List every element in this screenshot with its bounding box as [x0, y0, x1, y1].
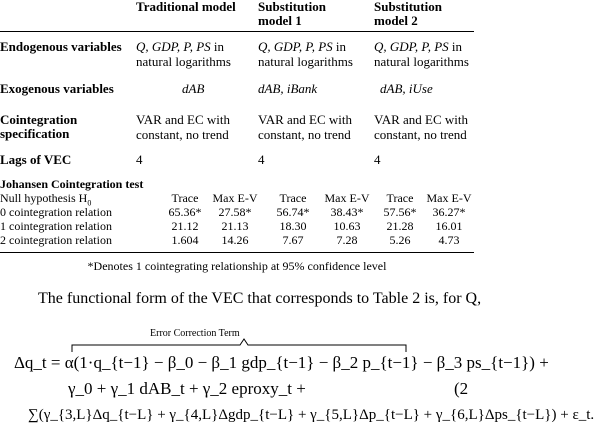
endogenous-sub1-in: in — [332, 39, 347, 54]
johansen-title: Johansen Cointegration test — [0, 177, 144, 191]
johansen-value: 5.26 — [389, 233, 411, 247]
endogenous-traditional-log: natural logarithms — [136, 54, 231, 69]
lags-traditional: 4 — [136, 152, 143, 167]
johansen-value: 27.58* — [218, 205, 252, 219]
equation-line-2-text: γ_0 + γ_1 dAB_t + γ_2 eproxy_t + — [68, 379, 306, 398]
exogenous-sub2: dAB, iUse — [380, 81, 433, 96]
endogenous-sub1-vars: Q, GDP, P, PS — [258, 39, 333, 54]
johansen-row-label: 2 cointegration relation — [0, 233, 112, 247]
coint-traditional-line2: constant, no trend — [136, 127, 229, 142]
overbrace-label: Error Correction Term — [150, 328, 240, 339]
col-header-substitution-1-line2: model 1 — [258, 13, 302, 28]
coint-sub2-line2: constant, no trend — [374, 127, 467, 142]
johansen-row-label: 1 cointegration relation — [0, 219, 112, 233]
col-header-substitution-1-line1: Substitution — [258, 0, 326, 14]
equation-line-3-text: ∑(γ_{3,L}Δq_{t−L} + γ_{4,L}Δgdp_{t−L} + γ_{5,L}Δp_{t−L} + γ_{6,L}Δps_{t−L}) + ε_t. — [28, 407, 594, 423]
endogenous-traditional-in: in — [210, 39, 225, 54]
col-header-substitution-2-line2: model 2 — [374, 13, 418, 28]
row-label-endogenous: Endogenous variables — [0, 39, 122, 54]
endogenous-sub2-in: in — [448, 39, 463, 54]
equation-number: (2 — [454, 379, 469, 398]
exogenous-traditional: dAB — [182, 81, 205, 96]
coint-traditional-line1: VAR and EC with — [136, 112, 231, 127]
lags-sub2: 4 — [374, 152, 381, 167]
coint-sub2-line1: VAR and EC with — [374, 112, 469, 127]
coint-sub1-line1: VAR and EC with — [258, 112, 353, 127]
stat-header: Max E-V — [324, 191, 370, 205]
equation-line-1 — [14, 352, 549, 374]
johansen-value: 21.12 — [171, 219, 199, 233]
row-label-lags: Lags of VEC — [0, 152, 72, 167]
col-header-traditional: Traditional model — [136, 0, 236, 14]
col-header-substitution-2-line1: Substitution — [374, 0, 442, 14]
stat-header: Trace — [279, 191, 307, 205]
stat-header: Max E-V — [212, 191, 258, 205]
row-label-cointegration-line1: Cointegration — [0, 112, 78, 127]
johansen-value: 65.36* — [168, 205, 202, 219]
johansen-value: 21.28 — [386, 219, 414, 233]
endogenous-sub2-log: natural logarithms — [374, 54, 469, 69]
johansen-value: 10.63 — [333, 219, 361, 233]
lags-sub1: 4 — [258, 152, 265, 167]
johansen-value: 16.01 — [435, 219, 463, 233]
johansen-value: 38.43* — [330, 205, 364, 219]
coint-sub1-line2: constant, no trend — [258, 127, 351, 142]
johansen-value: 4.73 — [438, 233, 460, 247]
johansen-value: 14.26 — [221, 233, 249, 247]
johansen-value: 1.604 — [171, 233, 199, 247]
stat-header: Max E-V — [426, 191, 472, 205]
johansen-row-label: 0 cointegration relation — [0, 205, 112, 219]
johansen-value: 7.67 — [282, 233, 304, 247]
exogenous-sub1: dAB, iBank — [258, 81, 318, 96]
row-label-exogenous: Exogenous variables — [0, 81, 114, 96]
johansen-value: 56.74* — [276, 205, 310, 219]
row-label-cointegration-line2: specification — [0, 126, 70, 141]
johansen-value: 21.13 — [221, 219, 249, 233]
johansen-value: 36.27* — [432, 205, 466, 219]
stat-header: Trace — [386, 191, 414, 205]
table-footnote: *Denotes 1 cointegrating relationship at 95% confidence level — [87, 259, 387, 273]
body-paragraph-text: The functional form of the VEC that corresponds to Table 2 is, for Q, — [38, 290, 482, 307]
endogenous-sub2-vars: Q, GDP, P, PS — [374, 39, 449, 54]
endogenous-traditional-vars: Q, GDP, P, PS — [136, 39, 211, 54]
johansen-value: 7.28 — [336, 233, 358, 247]
null-hypothesis-text: Null hypothesis H — [0, 191, 88, 205]
equation-line-1-text: Δq_t = α(1·q_{t−1} − β_0 − β_1 gdp_{t−1} − β_2 p_{t−1} − β_3 ps_{t−1}) + — [14, 353, 549, 372]
equation-line-2 — [68, 378, 306, 400]
endogenous-sub1-log: natural logarithms — [258, 54, 353, 69]
null-hypothesis-subscript: 0 — [87, 198, 92, 208]
stat-header: Trace — [171, 191, 199, 205]
equation-line-3 — [28, 404, 594, 426]
johansen-value: 57.56* — [383, 205, 417, 219]
johansen-value: 18.30 — [279, 219, 307, 233]
